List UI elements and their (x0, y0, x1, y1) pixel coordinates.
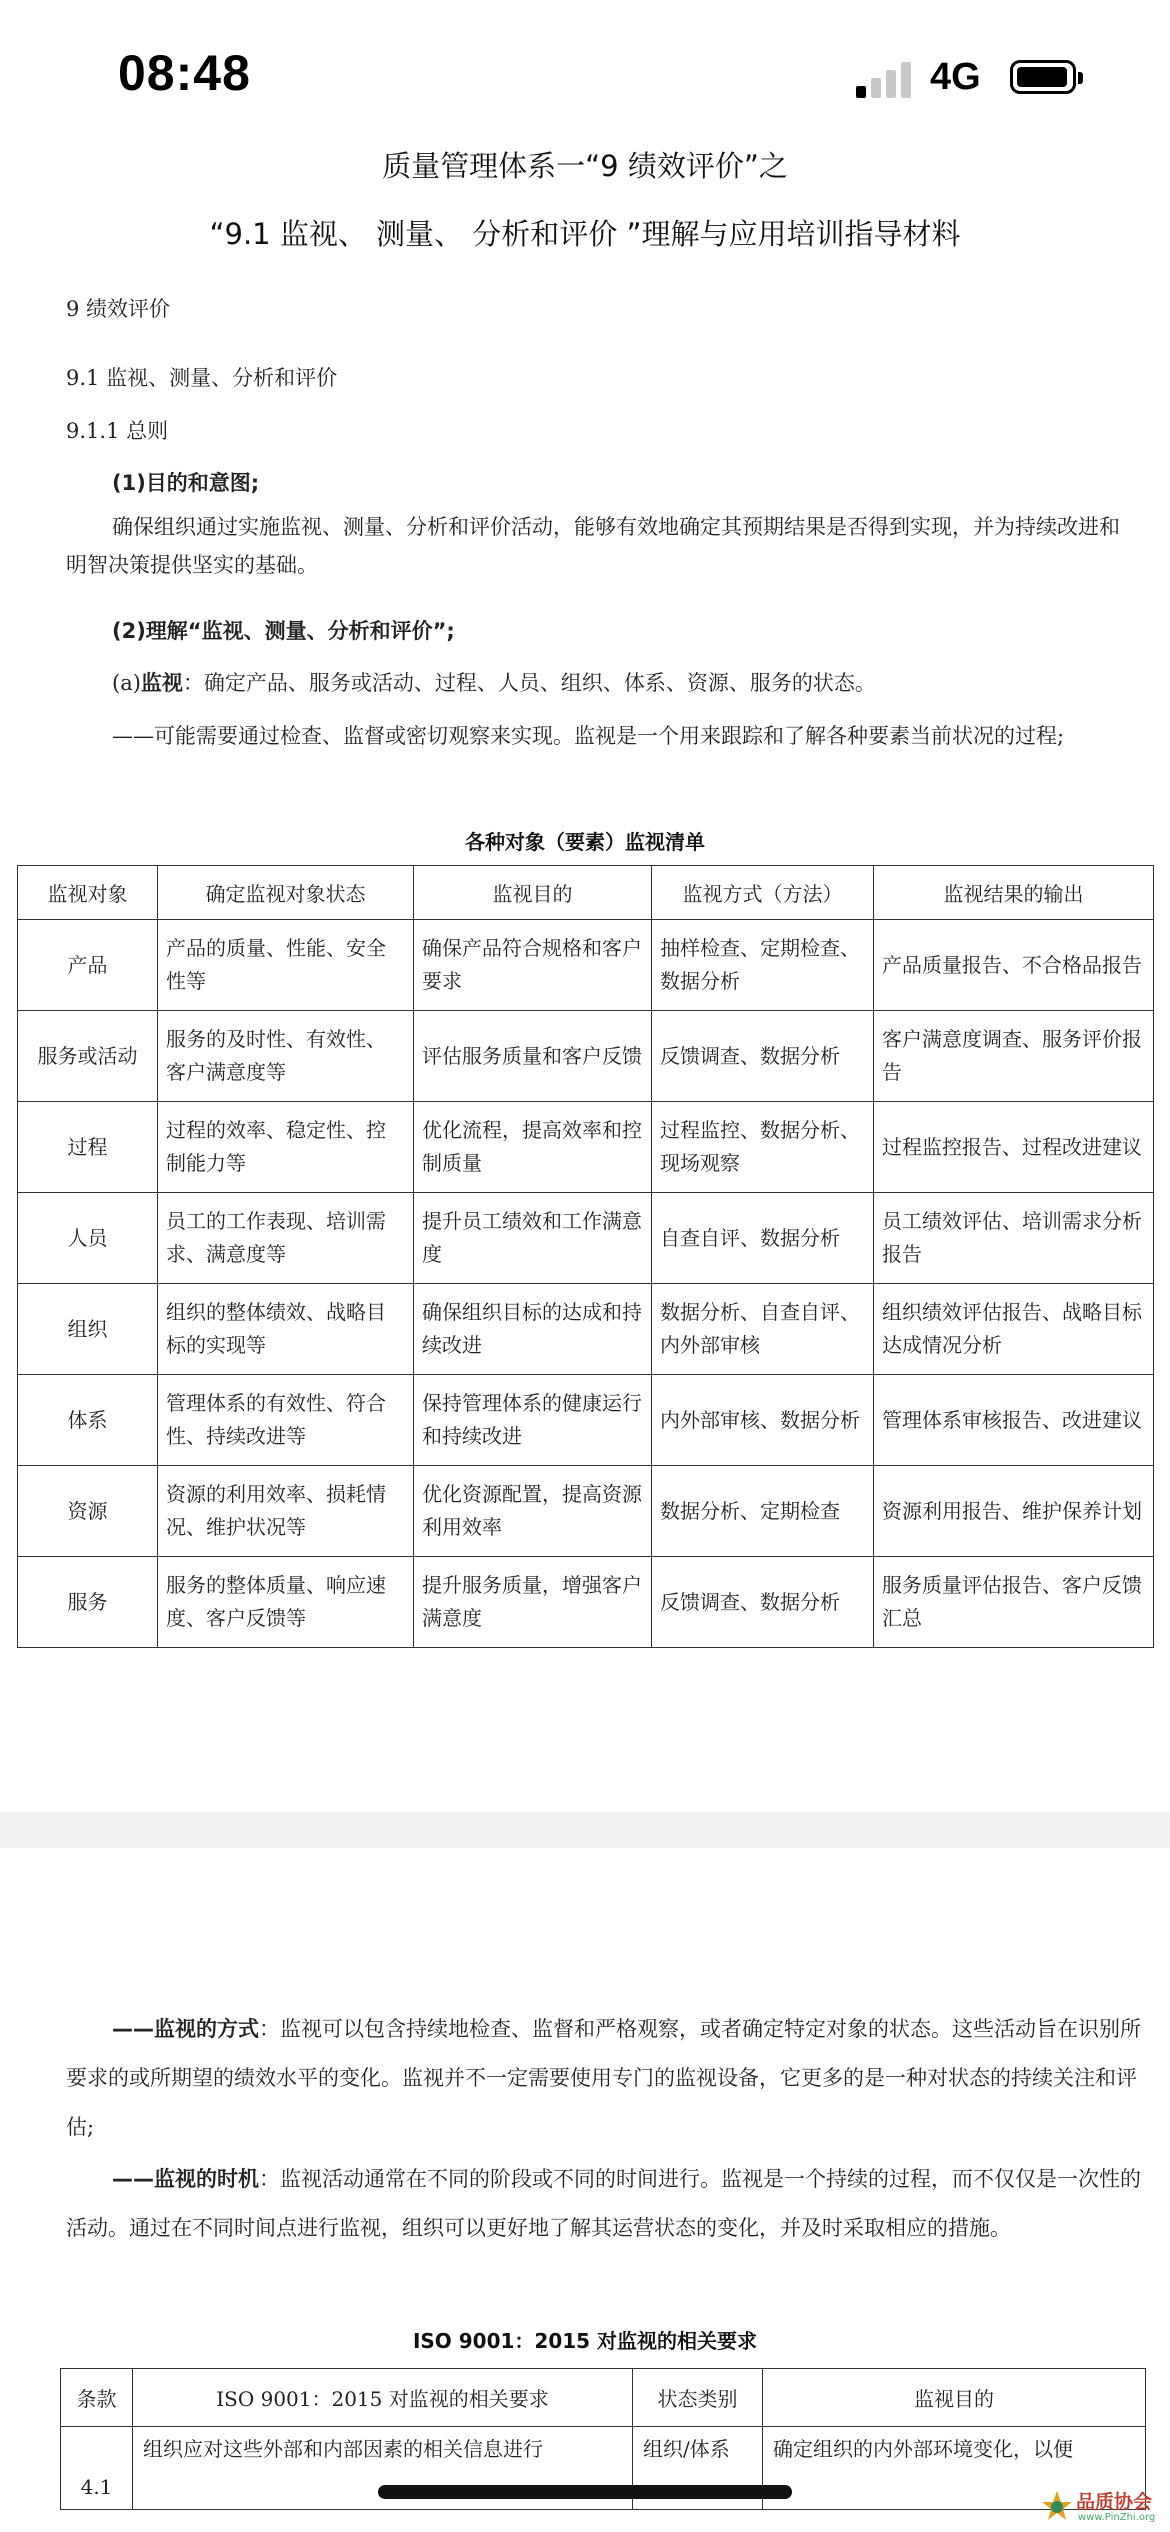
table-header-cell: 监视对象 (18, 866, 158, 920)
table-cell: 组织绩效评估报告、战略目标达成情况分析 (874, 1284, 1154, 1375)
table-cell: 产品质量报告、不合格品报告 (874, 920, 1154, 1011)
table-row (18, 1557, 1154, 1648)
sub-heading-understanding: (2)理解“监视、测量、分析和评价”; (112, 619, 455, 643)
table-cell: 服务的及时性、有效性、客户满意度等 (158, 1011, 414, 1102)
item-prefix: (a) (112, 671, 141, 695)
watermark-name: 品质协会 (1076, 2491, 1153, 2513)
clock: 08:48 (118, 45, 251, 101)
table-cell: 过程 (18, 1102, 158, 1193)
table1-caption: 各种对象（要素）监视清单 (465, 830, 705, 854)
table-cell: 自查自评、数据分析 (652, 1193, 874, 1284)
table-header-cell: 条款 (61, 2369, 133, 2427)
method-text: ：监视可以包含持续地检查、监督和严格观察，或者确定特定对象的状态。这些活动旨在识别所要求的或所期望的绩效水平的变化。监视并不一定需要使用专门的监视设备，它更多的是一种对状态的持续关注和评估; (66, 2017, 1141, 2139)
doc-title-line1: 质量管理体系一“9 绩效评价”之 (382, 149, 788, 183)
table-cell: 客户满意度调查、服务评价报告 (874, 1011, 1154, 1102)
table-cell: 确保组织目标的达成和持续改进 (414, 1284, 652, 1375)
table-header-cell: 监视结果的输出 (874, 866, 1154, 920)
table-cell: 评估服务质量和客户反馈 (414, 1011, 652, 1102)
table-cell: 数据分析、自查自评、内外部审核 (652, 1284, 874, 1375)
iso-requirements-table-viewport (60, 2368, 1145, 2499)
term-monitoring: 监视 (140, 671, 183, 695)
table-cell: 资源 (18, 1466, 158, 1557)
table-cell: 确定组织的内外部环境变化，以便 (763, 2427, 1146, 2510)
timing-text: ：监视活动通常在不同的阶段或不同的时间进行。监视是一个持续的过程，而不仅仅是一次性的活动。通过在不同时间点进行监视，组织可以更好地了解其运营状态的变化，并及时采取相应的措施。 (66, 2167, 1141, 2240)
table-cell: 反馈调查、数据分析 (652, 1011, 874, 1102)
table-row (18, 1193, 1154, 1284)
table-cell: 人员 (18, 1193, 158, 1284)
heading-9-1-1: 9.1.1 总则 (66, 419, 169, 443)
pinzhi-logo-icon (1040, 2489, 1074, 2523)
table-cell: 提升服务质量，增强客户满意度 (414, 1557, 652, 1648)
watermark (1040, 2485, 1170, 2532)
table-header-row (61, 2369, 1146, 2427)
network-type: 4G (930, 56, 981, 98)
table-cell: 组织的整体绩效、战略目标的实现等 (158, 1284, 414, 1375)
table-cell: 过程监控报告、过程改进建议 (874, 1102, 1154, 1193)
signal-bars-icon (856, 58, 916, 98)
monitoring-objects-table (17, 865, 1154, 1648)
term-monitoring-method: ——监视的方式 (112, 2017, 259, 2041)
page-separator (0, 1812, 1170, 1848)
table-cell: 优化资源配置，提高资源利用效率 (414, 1466, 652, 1557)
table-cell: 过程监控、数据分析、现场观察 (652, 1102, 874, 1193)
home-indicator[interactable] (378, 2485, 792, 2499)
paragraph-purpose: 确保组织通过实施监视、测量、分析和评价活动，能够有效地确定其预期结果是否得到实现，并为持续改进和明智决策提供坚实的基础。 (66, 515, 1120, 577)
table-cell: 资源的利用效率、损耗情况、维护状况等 (158, 1466, 414, 1557)
table-cell: 管理体系的有效性、符合性、持续改进等 (158, 1375, 414, 1466)
status-bar (0, 0, 1170, 150)
table-cell: 组织/体系 (633, 2427, 763, 2510)
table-row (18, 920, 1154, 1011)
table-cell: 员工绩效评估、培训需求分析报告 (874, 1193, 1154, 1284)
table-cell: 管理体系审核报告、改进建议 (874, 1375, 1154, 1466)
heading-9-1: 9.1 监视、测量、分析和评价 (66, 366, 338, 390)
table-cell: 4.1 (61, 2427, 133, 2510)
table-header-cell: 监视目的 (763, 2369, 1146, 2427)
table-header-cell: 状态类别 (633, 2369, 763, 2427)
table-header-row (18, 866, 1154, 920)
table-row (18, 1102, 1154, 1193)
table-row (18, 1375, 1154, 1466)
table-cell: 体系 (18, 1375, 158, 1466)
table-row (18, 1466, 1154, 1557)
paragraph-monitoring-definition (112, 667, 876, 697)
table-cell: 服务 (18, 1557, 158, 1648)
paragraph-monitoring-method (66, 2005, 1141, 2152)
term-monitoring-timing: ——监视的时机 (112, 2167, 259, 2191)
table2-caption: ISO 9001：2015 对监视的相关要求 (412, 2329, 758, 2353)
table-cell: 产品的质量、性能、安全性等 (158, 920, 414, 1011)
heading-9: 9 绩效评价 (66, 297, 171, 321)
table-cell: 抽样检查、定期检查、数据分析 (652, 920, 874, 1011)
table-cell: 资源利用报告、维护保养计划 (874, 1466, 1154, 1557)
sub-heading-purpose: (1)目的和意图; (112, 471, 260, 495)
battery-icon (1010, 60, 1076, 94)
table-cell: 组织 (18, 1284, 158, 1375)
table-cell: 保持管理体系的健康运行和持续改进 (414, 1375, 652, 1466)
table-cell: 组织应对这些外部和内部因素的相关信息进行 (133, 2427, 633, 2510)
table-cell: 确保产品符合规格和客户要求 (414, 920, 652, 1011)
table-header-cell: ISO 9001：2015 对监视的相关要求 (133, 2369, 633, 2427)
table-row (18, 1011, 1154, 1102)
doc-title-line2: “9.1 监视、 测量、 分析和评价 ”理解与应用培训指导材料 (209, 217, 961, 251)
table-header-cell: 监视方式（方法） (652, 866, 874, 920)
watermark-url: www.PinZhi.org (1078, 2512, 1156, 2523)
table-header-cell: 确定监视对象状态 (158, 866, 414, 920)
table-cell: 过程的效率、稳定性、控制能力等 (158, 1102, 414, 1193)
paragraph-monitoring-timing (66, 2155, 1141, 2253)
table-cell: 数据分析、定期检查 (652, 1466, 874, 1557)
table-cell: 服务或活动 (18, 1011, 158, 1102)
table-cell: 反馈调查、数据分析 (652, 1557, 874, 1648)
table-cell: 产品 (18, 920, 158, 1011)
table-cell: 服务质量评估报告、客户反馈汇总 (874, 1557, 1154, 1648)
definition-text: ：确定产品、服务或活动、过程、人员、组织、体系、资源、服务的状态。 (182, 671, 876, 695)
table-cell: 服务的整体质量、响应速度、客户反馈等 (158, 1557, 414, 1648)
paragraph-monitoring-process: ——可能需要通过检查、监督或密切观察来实现。监视是一个用来跟踪和了解各种要素当前状况的过程; (112, 724, 1065, 748)
table-cell: 优化流程，提高效率和控制质量 (414, 1102, 652, 1193)
table-header-cell: 监视目的 (414, 866, 652, 920)
table-cell: 内外部审核、数据分析 (652, 1375, 874, 1466)
table-cell: 员工的工作表现、培训需求、满意度等 (158, 1193, 414, 1284)
table-cell: 提升员工绩效和工作满意度 (414, 1193, 652, 1284)
table-row (18, 1284, 1154, 1375)
